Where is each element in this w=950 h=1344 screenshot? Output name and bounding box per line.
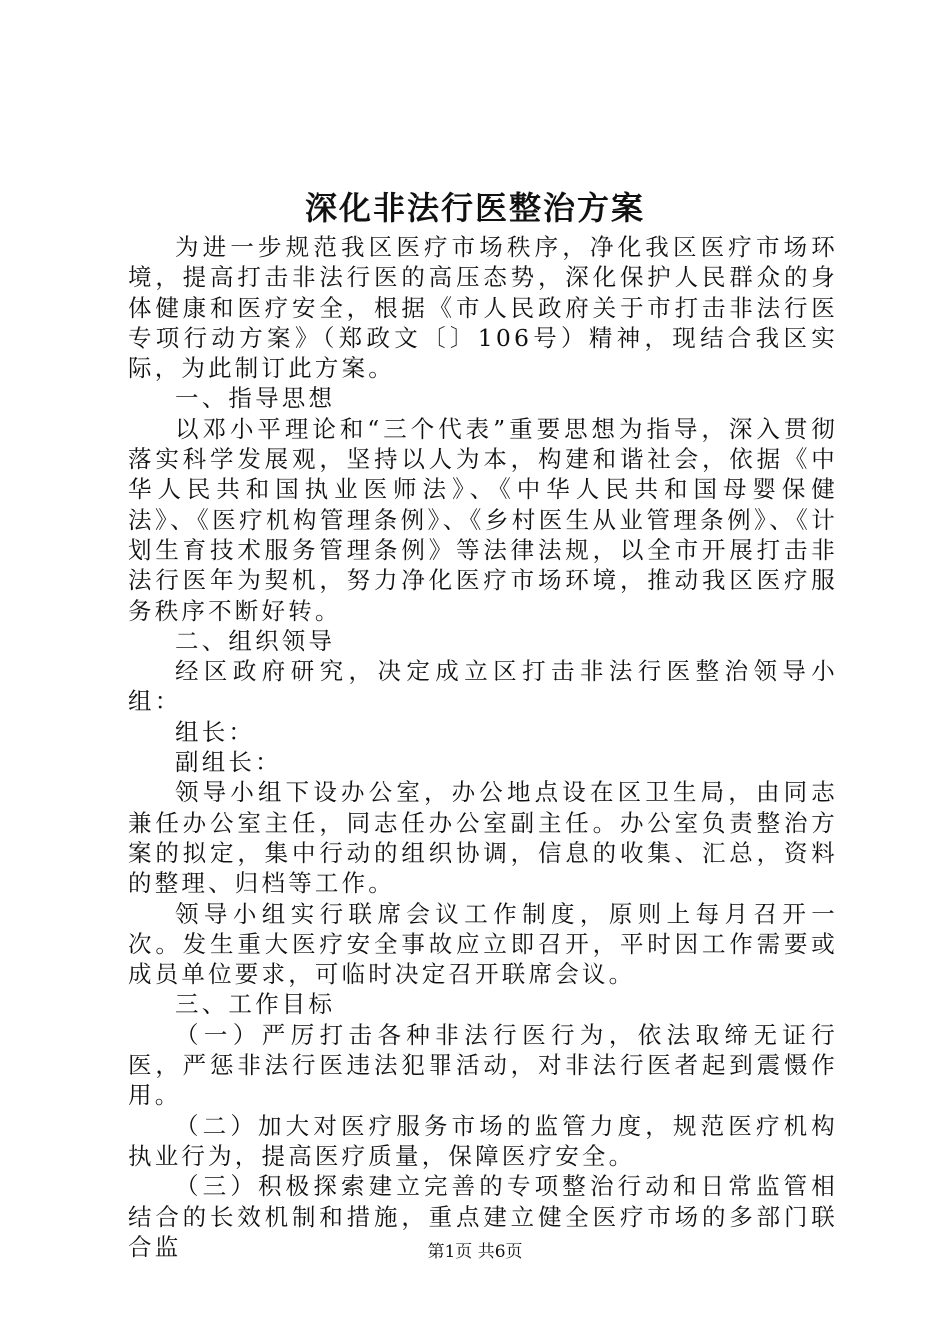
meeting-system-paragraph: 领导小组实行联席会议工作制度，原则上每月召开一次。发生重大医疗安全事故应立即召开，平时因工作需要或成员单位要求，可临时决定召开联席会议。 <box>128 899 838 989</box>
section-heading-organization: 二、组织领导 <box>175 626 336 655</box>
group-leader-line: 组长： <box>175 717 256 746</box>
page-footer: 第1页 共6页 <box>427 1242 523 1262</box>
guiding-ideology-paragraph: 以邓小平理论和“三个代表”重要思想为指导，深入贯彻落实科学发展观，坚持以人为本，构建和谐社会，依据《中华人民共和国执业医师法》、《中华人民共和国母婴保健法》、《医疗机构管理条例》、《乡村医生从业管理条例》、《计划生育技术服务管理条例》等法律法规，以全市开展打击非法行医年为契机，努力净化医疗市场环境，推动我区医疗服务秩序不断好转。 <box>128 414 838 625</box>
intro-paragraph: 为进一步规范我区医疗市场秩序，净化我区医疗市场环境，提高打击非法行医的高压态势，深化保护人民群众的身体健康和医疗安全，根据《市人民政府关于市打击非法行医专项行动方案》（郑政文〔〕106号）精神，现结合我区实际，为此制订此方案。 <box>128 233 838 383</box>
goal-item-2: （二）加大对医疗服务市场的监管力度，规范医疗机构执业行为，提高医疗质量，保障医疗安全。 <box>128 1111 838 1170</box>
deputy-leader-line: 副组长： <box>175 748 282 777</box>
document-body <box>128 232 838 1262</box>
section-heading-goals: 三、工作目标 <box>175 990 336 1019</box>
goal-item-3: （三）积极探索建立完善的专项整治行动和日常监管相结合的长效机制和措施，重点建立健全医疗市场的多部门联合监 <box>128 1172 838 1261</box>
organization-paragraph: 经区政府研究，决定成立区打击非法行医整治领导小组： <box>128 657 838 716</box>
document-title: 深化非法行医整治方案 <box>304 189 645 227</box>
goal-item-1: （一）严厉打击各种非法行医行为，依法取缔无证行医，严惩非法行医违法犯罪活动，对非法行医者起到震慑作用。 <box>128 1020 838 1110</box>
office-paragraph: 领导小组下设办公室，办公地点设在区卫生局，由同志兼任办公室主任，同志任办公室副主任。办公室负责整治方案的拟定，集中行动的组织协调，信息的收集、汇总，资料的整理、归档等工作。 <box>128 778 838 898</box>
section-heading-guiding-ideology: 一、指导思想 <box>175 384 336 413</box>
